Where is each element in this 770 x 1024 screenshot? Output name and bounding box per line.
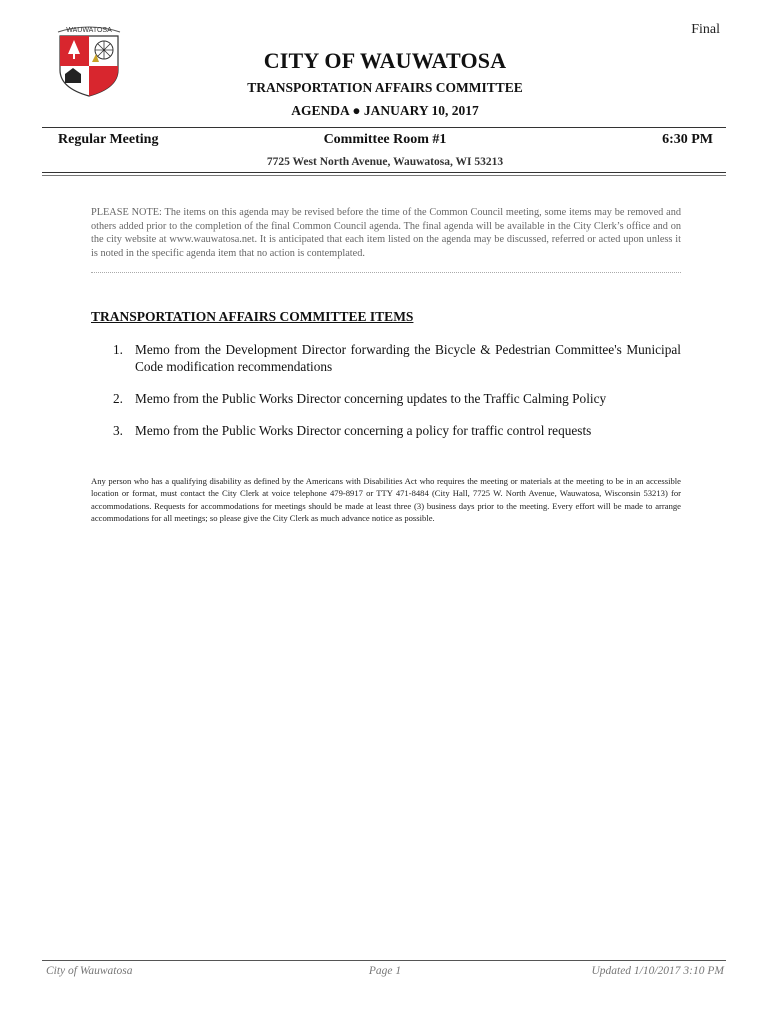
- footer-city: City of Wauwatosa: [46, 965, 133, 977]
- city-title: CITY OF WAUWATOSA: [263, 48, 507, 73]
- note-separator: [91, 272, 681, 273]
- agenda-item: [113, 341, 681, 375]
- agenda-item-number: 3.: [113, 423, 123, 438]
- footer-updated: Updated 1/10/2017 3:10 PM: [591, 965, 724, 977]
- section-heading: TRANSPORTATION AFFAIRS COMMITTEE ITEMS: [91, 309, 414, 324]
- agenda-item-number: 2.: [113, 391, 123, 406]
- agenda-date: AGENDA ● JANUARY 10, 2017: [291, 103, 479, 118]
- footer-page-number: Page 1: [368, 965, 402, 977]
- agenda-item-number: 1.: [113, 342, 123, 357]
- meeting-type: Regular Meeting: [58, 132, 159, 147]
- agenda-items-list: [113, 341, 681, 454]
- document-status: Final: [691, 22, 720, 37]
- meeting-divider: [42, 172, 726, 173]
- agenda-item-text: Memo from the Public Works Director concerning updates to the Traffic Calming Policy: [135, 391, 607, 406]
- header-divider: [42, 127, 726, 128]
- footer-divider: [42, 960, 726, 961]
- agenda-item-text: Memo from the Public Works Director concerning a policy for traffic control requests: [135, 423, 592, 438]
- committee-name: TRANSPORTATION AFFAIRS COMMITTEE: [247, 80, 523, 95]
- meeting-divider-secondary: [42, 175, 726, 176]
- agenda-note: PLEASE NOTE: The items on this agenda may be revised before the time of the Common Council meeting, some items may be removed and others added prior to the completion of the final Common Council agenda. The final agenda will be available in the City Clerk’s office and on the city website at www.wauwatosa.net. It is anticipated that each item listed on the agenda may be discussed, referred or acted upon unless it is noted in the specific agenda item that no action is contemplated.: [91, 207, 681, 259]
- agenda-item-text: Memo from the Development Director forwarding the Bicycle & Pedestrian Committee's Municipal Code modification recommendations: [135, 342, 681, 374]
- meeting-room: Committee Room #1: [323, 132, 447, 147]
- agenda-item: [113, 390, 681, 407]
- agenda-item: [113, 422, 681, 439]
- meeting-time: 6:30 PM: [662, 132, 713, 147]
- ada-notice: Any person who has a qualifying disability as defined by the Americans with Disabilities Act who requires the meeting or materials at the meeting to be in an accessible location or format, must contact the City Clerk at voice telephone 479-8917 or TTY 471-8484 (City Hall, 7725 W. North Avenue, Wauwatosa, Wisconsin 53213) for accommodations. Requests for accommodations for meetings should be made at least three (3) business days prior to the meeting. Every effort will be made to arrange accommodations for all meetings; so please give the City Clerk as much advance notice as possible.: [91, 476, 681, 524]
- meeting-address: 7725 West North Avenue, Wauwatosa, WI 53213: [266, 156, 504, 168]
- seal-text: WAUWATOSA: [66, 27, 112, 34]
